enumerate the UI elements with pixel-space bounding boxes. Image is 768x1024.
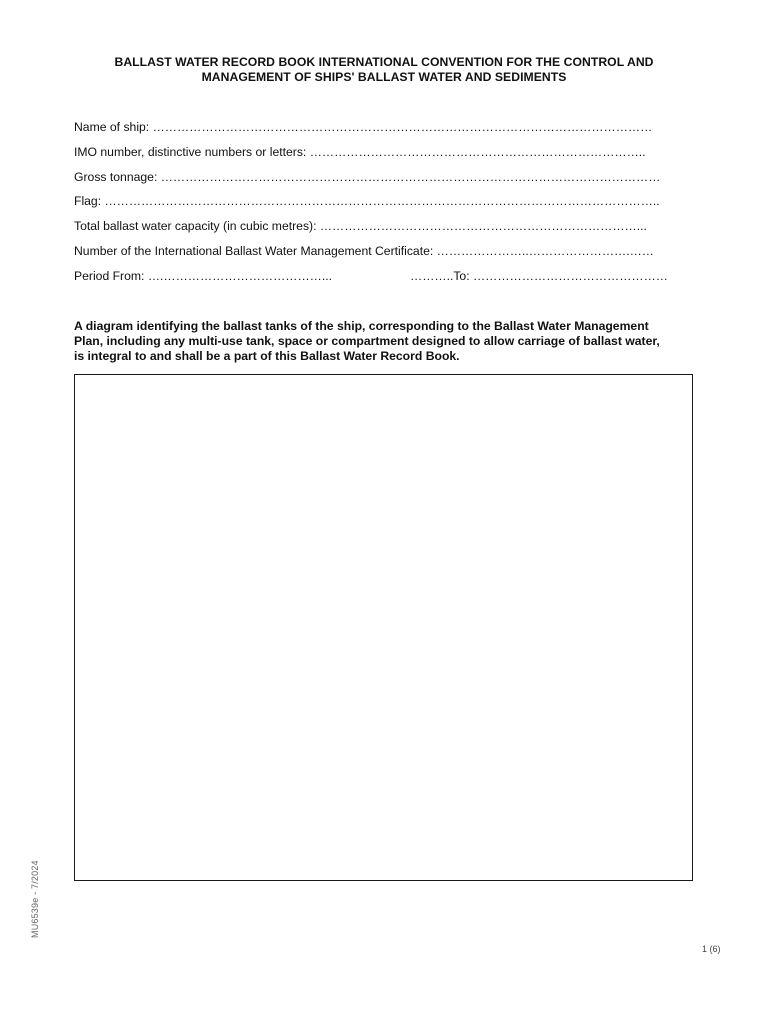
page-number: 1 (6)	[702, 944, 721, 954]
diagram-note-line-1: A diagram identifying the ballast tanks of the ship, corresponding to the Ballast Water Management	[74, 319, 649, 333]
flag-field: Flag: ………………………………………………………………………………………………………………………..	[74, 194, 660, 208]
document-title-line-1: BALLAST WATER RECORD BOOK INTERNATIONAL CONVENTION FOR THE CONTROL AND	[114, 55, 654, 69]
form-code: MU6539e - 7/2024	[30, 860, 40, 938]
diagram-note-line-3: is integral to and shall be a part of this Ballast Water Record Book.	[74, 349, 460, 363]
name-of-ship-field: Name of ship: ……………………………………………………………………………………………………………	[74, 120, 653, 134]
total-capacity-field: Total ballast water capacity (in cubic metres): ……………………………………………………………………...	[74, 219, 647, 233]
gross-tonnage-field: Gross tonnage: ……………………………………………………………………………………………………………	[74, 170, 661, 184]
certificate-number-field: Number of the International Ballast Water Management Certificate: …………………..…………………….……	[74, 244, 654, 258]
document-title-line-2: MANAGEMENT OF SHIPS' BALLAST WATER AND SEDIMENTS	[201, 70, 567, 84]
diagram-note-line-2: Plan, including any multi-use tank, space or compartment designed to allow carriage of ballast water,	[74, 334, 660, 348]
ballast-tank-diagram-box	[74, 374, 693, 881]
imo-number-field: IMO number, distinctive numbers or letters: ………………………………………………………………………..	[74, 145, 646, 159]
period-from-field: Period From: ….…………………………………...	[74, 269, 332, 283]
period-to-field: ………..To: …………………………………………	[410, 269, 668, 283]
